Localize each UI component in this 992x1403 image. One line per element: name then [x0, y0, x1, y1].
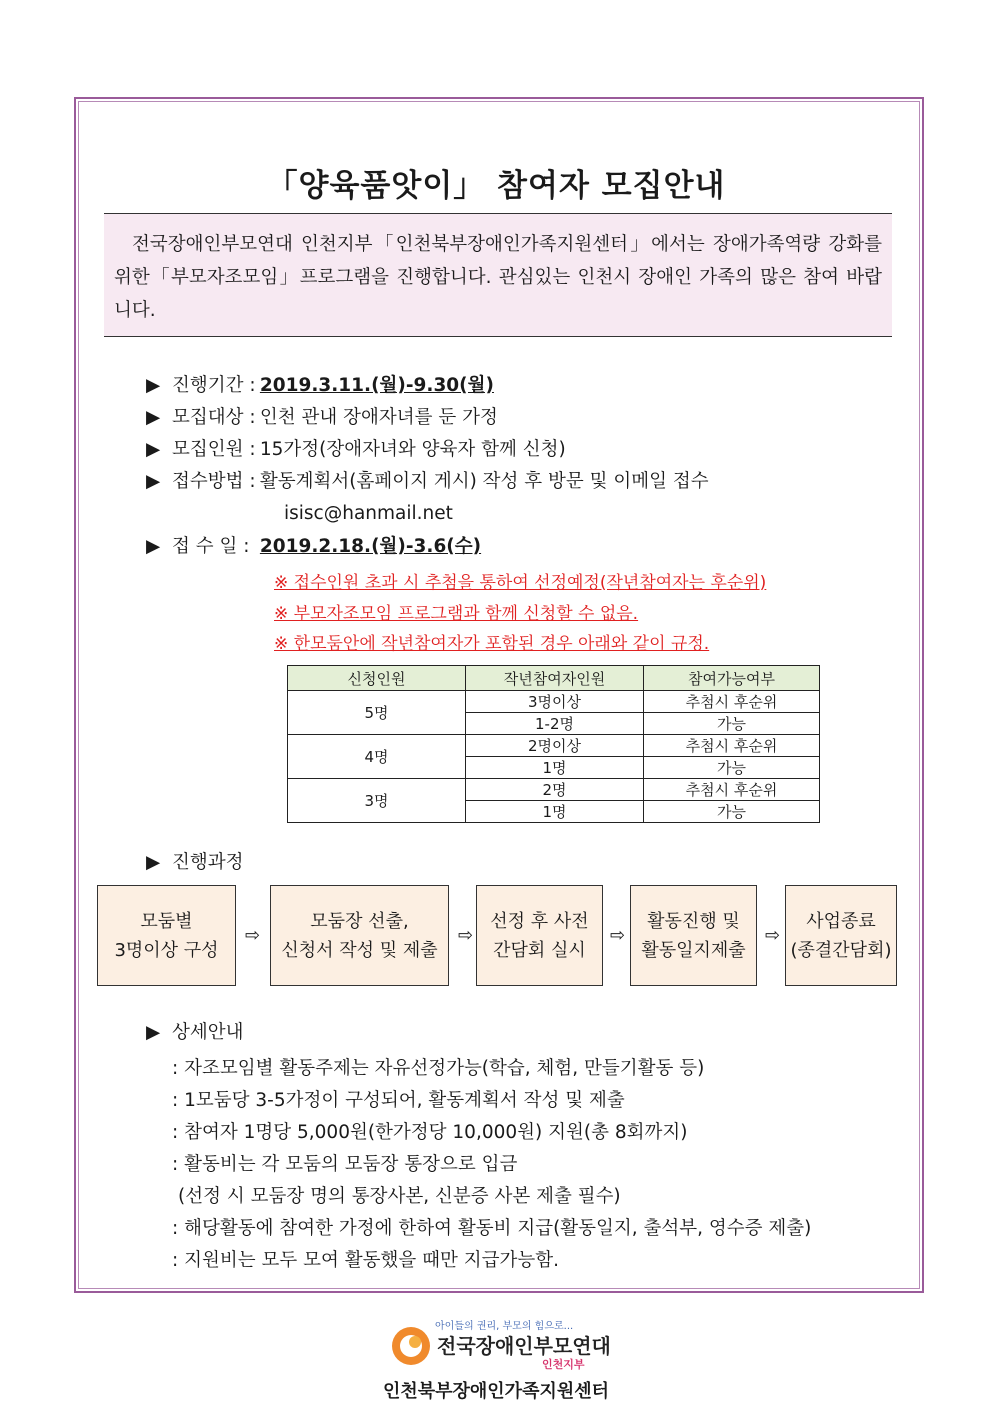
email-address: isisc@hanmail.net: [284, 503, 453, 524]
bullet-icon: ▶: [146, 439, 161, 460]
table-cell: 가능: [644, 757, 820, 779]
info-value: 활동계획서(홈페이지 게시) 작성 후 방문 및 이메일 접수: [259, 471, 709, 492]
table-cell: 가능: [644, 713, 820, 735]
process-step-3: [476, 885, 603, 986]
arrow-right-icon: ⇨: [765, 925, 781, 946]
logo-branch: 인천지부: [542, 1358, 585, 1371]
table-row: [288, 691, 820, 713]
info-period: [146, 374, 494, 398]
info-date: [146, 535, 481, 559]
bullet-icon: ▶: [146, 375, 161, 396]
table-cell: 5명: [288, 691, 466, 735]
table-header-row: [288, 666, 820, 691]
note-1: ※ 접수인원 초과 시 추첨을 통하여 선정예정(작년참여자는 후순위): [274, 573, 767, 593]
detail-line: : 지원비는 모두 모여 활동했을 때만 지급가능함.: [172, 1250, 559, 1271]
info-method: [146, 470, 709, 494]
note-3: ※ 한모둠안에 작년참여자가 포함된 경우 아래와 같이 규정.: [274, 634, 710, 654]
detail-line: : 해당활동에 참여한 가정에 한하여 활동비 지급(활동일지, 출석부, 영수증 제출): [172, 1218, 812, 1239]
process-heading: [146, 851, 243, 875]
step-line: (종결간담회): [790, 939, 892, 961]
bullet-icon: ▶: [146, 536, 161, 557]
table-cell: 추첨시 후순위: [644, 691, 820, 713]
info-count: [146, 438, 566, 462]
eligibility-table: [287, 665, 820, 823]
organization-logo: [387, 1316, 617, 1374]
table-cell: 추첨시 후순위: [644, 735, 820, 757]
info-target: [146, 406, 498, 430]
logo-mark-dot: [409, 1336, 421, 1348]
table-cell: 1명: [466, 757, 644, 779]
step-line: 선정 후 사전: [490, 910, 589, 932]
process-step-2: [270, 885, 449, 986]
detail-line: : 활동비는 각 모둠의 모둠장 통장으로 입금: [172, 1154, 518, 1175]
arrow-right-icon: ⇨: [245, 925, 261, 946]
step-line: 사업종료: [806, 910, 876, 932]
table-cell: 2명이상: [466, 735, 644, 757]
table-row: [288, 735, 820, 757]
detail-line: : 1모둠당 3-5가정이 구성되어, 활동계획서 작성 및 제출: [172, 1090, 625, 1111]
page-title: 「양육품앗이」 참여자 모집안내: [266, 168, 726, 204]
info-key: 모집대상 :: [172, 407, 256, 428]
process-step-4: [630, 885, 757, 986]
info-value: 2019.2.18.(월)-3.6(수): [259, 536, 482, 557]
note-2: ※ 부모자조모임 프로그램과 함께 신청할 수 없음.: [274, 604, 639, 624]
info-value: 15가정(장애자녀와 양육자 함께 신청): [259, 439, 566, 460]
table-cell: 가능: [644, 801, 820, 823]
step-line: 활동일지제출: [641, 939, 746, 961]
table-cell: 3명이상: [466, 691, 644, 713]
process-step-1: [97, 885, 236, 986]
detail-line: : 참여자 1명당 5,000원(한가정당 10,000원) 지원(총 8회까지): [172, 1122, 688, 1143]
table-cell: 2명: [466, 779, 644, 801]
detail-line: : 자조모임별 활동주제는 자유선정가능(학습, 체험, 만들기활동 등): [172, 1058, 705, 1079]
detail-line: (선정 시 모둠장 명의 통장사본, 신분증 사본 제출 필수): [178, 1186, 621, 1207]
table-header: 신청인원: [288, 666, 466, 691]
logo-org-name: 전국장애인부모연대: [437, 1334, 611, 1358]
details-heading: [146, 1021, 243, 1045]
info-email: [284, 502, 453, 526]
info-value: 2019.3.11.(월)-9.30(월): [259, 375, 494, 396]
details-heading-label: 상세안내: [172, 1022, 244, 1043]
intro-box: [104, 213, 892, 337]
process-step-5: [785, 885, 897, 986]
table-header: 작년참여자인원: [466, 666, 644, 691]
info-value: 인천 관내 장애자녀를 둔 가정: [259, 407, 498, 428]
table-cell: 1명: [466, 801, 644, 823]
table-header: 참여가능여부: [644, 666, 820, 691]
bullet-icon: ▶: [146, 471, 161, 492]
info-key: 진행기간 :: [172, 375, 256, 396]
logo-slogan: 아이들의 권리, 부모의 힘으로...: [435, 1321, 574, 1332]
info-key: 접 수 일 :: [172, 536, 250, 557]
info-key: 접수방법 :: [172, 471, 256, 492]
step-line: 활동진행 및: [647, 910, 740, 932]
step-line: 모둠장 선출,: [310, 910, 409, 932]
table-row: [288, 779, 820, 801]
process-heading-label: 진행과정: [172, 852, 244, 873]
table-cell: 3명: [288, 779, 466, 823]
bullet-icon: ▶: [146, 1022, 161, 1043]
table-cell: 4명: [288, 735, 466, 779]
arrow-right-icon: ⇨: [610, 925, 626, 946]
footer-center-name: 인천북부장애인가족지원센터: [382, 1381, 610, 1402]
intro-text: 전국장애인부모연대 인천지부「인천북부장애인가족지원센터」에서는 장애가족역량 강화를 위한「부모자조모임」프로그램을 진행합니다. 관심있는 인천시 장애인 가족의 많은 참여 바랍니다.: [114, 234, 882, 321]
step-line: 모둠별: [140, 910, 193, 932]
info-key: 모집인원 :: [172, 439, 256, 460]
table-cell: 1-2명: [466, 713, 644, 735]
arrow-right-icon: ⇨: [458, 925, 474, 946]
step-line: 3명이상 구성: [114, 939, 219, 961]
table-cell: 추첨시 후순위: [644, 779, 820, 801]
bullet-icon: ▶: [146, 407, 161, 428]
bullet-icon: ▶: [146, 852, 161, 873]
step-line: 간담회 실시: [493, 939, 586, 961]
step-line: 신청서 작성 및 제출: [281, 939, 438, 961]
